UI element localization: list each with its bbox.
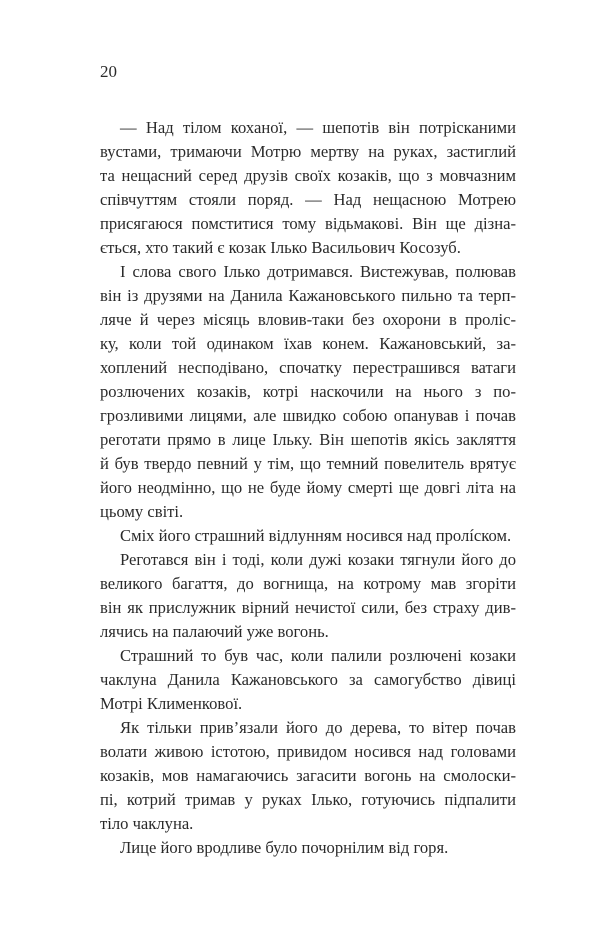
text-line: Як тільки прив’язали його до дерева, то вітер почав: [120, 718, 516, 737]
text-line: ляче й через місяць вловив-таки без охорони в проліс-: [100, 310, 516, 329]
text-line: Лице його вродливе було почорнілим від горя.: [120, 838, 449, 857]
text-line: й був твердо певний у тім, що темний повелитель врятує: [100, 454, 516, 473]
text-line: — Над тілом коханої, — шепотів він потрісканими: [120, 118, 516, 137]
text-line: вустами, тримаючи Мотрю мертву на руках, застиглий: [100, 142, 516, 161]
text-line: реготати прямо в лице Ільку. Він шепотів якісь закляття: [100, 430, 516, 449]
text-line: козаків, мов намагаючись загасити вогонь на смолоски-: [100, 766, 516, 785]
text-line: Реготався він і тоді, коли дужі козаки тягнули його до: [120, 550, 516, 569]
text-line: ється, хто такий є козак Ілько Васильович Косозуб.: [100, 238, 461, 257]
text-line: він із друзями на Данила Кажановського пильно та терп-: [100, 286, 516, 305]
text-line: ку, коли той одинаком їхав конем. Кажановський, за-: [100, 334, 516, 353]
text-line: він як прислужник вірний нечистої сили, без страху див-: [100, 598, 516, 617]
text-line: тіло чаклуна.: [100, 814, 194, 833]
text-line: Мотрі Клименкової.: [100, 694, 243, 713]
paragraph: [100, 260, 516, 524]
paragraph: [100, 836, 516, 860]
text-line: чаклуна Данила Кажановського за самогубство дівиці: [100, 670, 516, 689]
text-line: пі, котрий тримав у руках Ілько, готуючись підпалити: [100, 790, 516, 809]
text-line: лячись на палаючий уже вогонь.: [100, 622, 329, 641]
text-line: його неодмінно, що не буде йому смерті ще довгі літа на: [100, 478, 516, 497]
page-number: 20: [100, 62, 117, 81]
paragraph: [100, 524, 516, 548]
text-line: та нещасний серед друзів своїх козаків, що з мовчазним: [100, 166, 516, 185]
text-line: Страшний то був час, коли палили розлючені козаки: [120, 646, 516, 665]
text-line: Сміх його страшний відлунням носився над пролíском.: [120, 526, 512, 545]
text-line: цьому світі.: [100, 502, 184, 521]
text-line: великого багаття, до вогнища, на котрому мав згоріти: [100, 574, 516, 593]
text-line: грозливими лицями, але швидко собою опанував і почав: [100, 406, 516, 425]
paragraph: [100, 116, 516, 260]
paragraph: [100, 548, 516, 644]
text-line: присягаюся помститися тому відьмакові. Він ще дізна-: [100, 214, 516, 233]
text-line: волати живою істотою, привидом носився над головами: [100, 742, 516, 761]
text-line: розлючених козаків, котрі наскочили на нього з по-: [100, 382, 516, 401]
page-body-text: [100, 116, 516, 860]
text-line: хоплений несподівано, спочатку перестрашився ватаги: [100, 358, 516, 377]
text-line: І слова свого Ілько дотримався. Вистежував, полював: [120, 262, 516, 281]
paragraph: [100, 644, 516, 716]
paragraph: [100, 716, 516, 836]
text-line: співчуттям стояли поряд. — Над нещасною Мотрею: [100, 190, 516, 209]
